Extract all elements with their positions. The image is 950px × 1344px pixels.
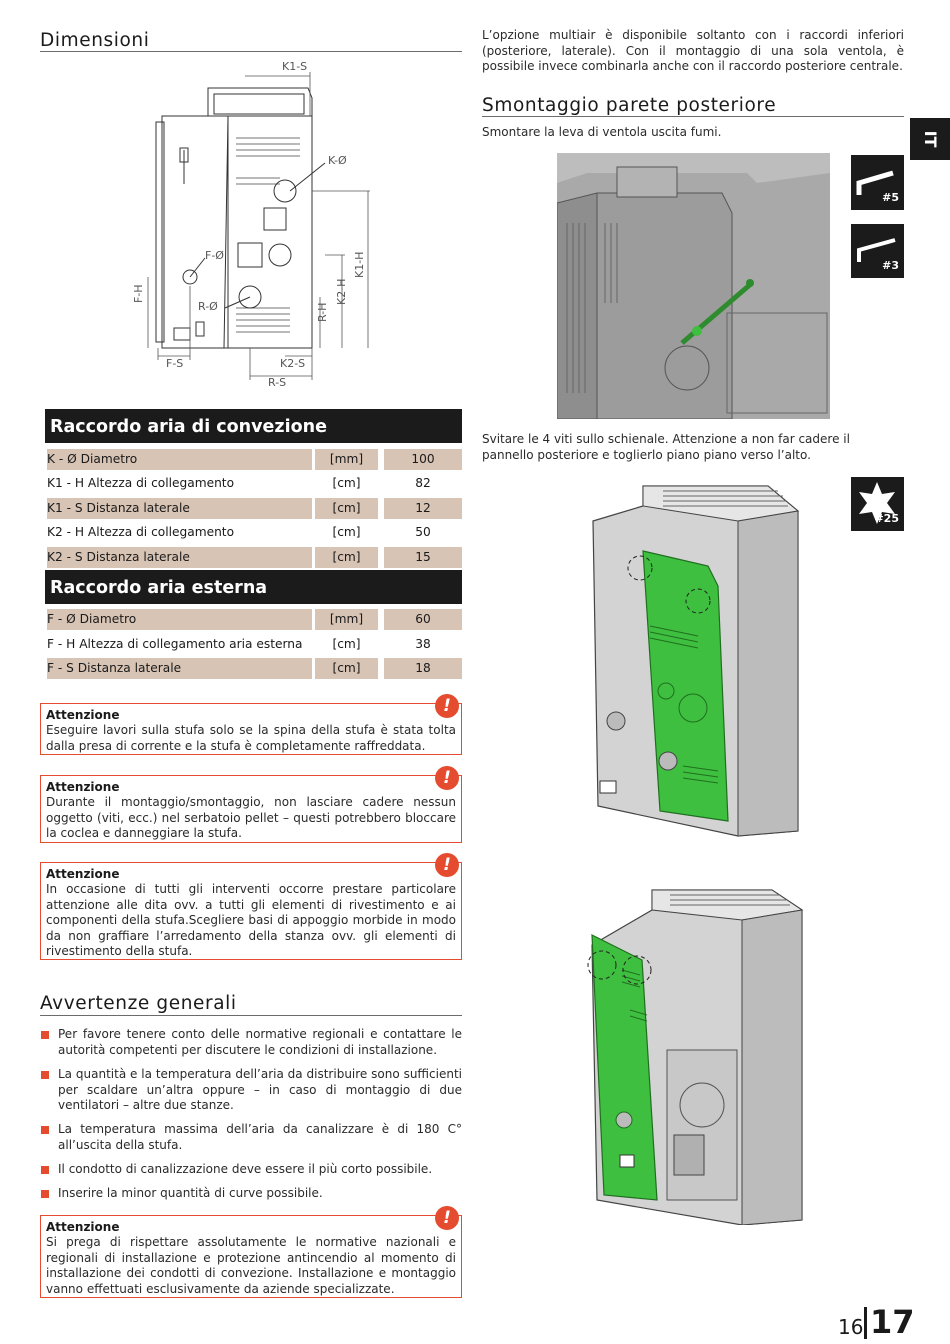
tool-hex-key-3 [851, 224, 904, 278]
warning-title: Attenzione [46, 1220, 120, 1234]
row-label: K1 - S Distanza laterale [47, 498, 312, 519]
bullet-icon [41, 1166, 49, 1174]
label-r-diameter: R-Ø [198, 300, 218, 313]
row-unit: [mm] [315, 609, 378, 630]
tool-torx-25 [851, 477, 904, 531]
row-value: 18 [384, 658, 462, 679]
dimension-drawing [120, 58, 380, 398]
step2-illustration [588, 476, 803, 841]
title-rule [482, 116, 904, 117]
row-unit: [cm] [315, 498, 378, 519]
bullet-icon [41, 1190, 49, 1198]
label-f-s: F-S [166, 357, 184, 370]
table-row [45, 498, 462, 519]
row-label: K - Ø Diametro [47, 449, 312, 470]
table-row [45, 449, 462, 470]
warning-text: Eseguire lavori sulla stufa solo se la spina della stufa è stata tolta dalla presa di corrente e la stufa è completamente raffreddata. [46, 723, 456, 753]
warning-icon: ! [435, 766, 459, 790]
table-row [45, 473, 462, 494]
row-value: 100 [384, 449, 462, 470]
list-item [41, 1186, 462, 1202]
table-row [45, 547, 462, 568]
step3-illustration [582, 880, 807, 1225]
bullet-icon [41, 1071, 49, 1079]
row-label: F - H Altezza di collegamento aria esterna [47, 637, 303, 651]
intro-text: L’opzione multiair è disponibile soltanto con i raccordi inferiori (posteriore, laterale). Con il montaggio di una sola ventola, è possibile invece combinarla anche con il raccordo posteriore centrale. [482, 28, 904, 73]
tool-label: #3 [882, 259, 899, 272]
language-tab [910, 118, 950, 160]
row-unit: [cm] [332, 476, 361, 490]
section-title: Smontaggio parete posteriore [482, 95, 777, 116]
language-tab-label: IT [921, 130, 940, 148]
dimensions-title: Dimensioni [40, 30, 150, 51]
row-label: F - Ø Diametro [47, 609, 312, 630]
row-value: 12 [384, 498, 462, 519]
warning-icon: ! [435, 694, 459, 718]
label-k1-h: K1-H [353, 251, 366, 278]
warning-title: Attenzione [46, 867, 120, 881]
warning-icon: ! [435, 853, 459, 877]
row-value: 50 [415, 525, 431, 539]
warning-box [40, 855, 462, 960]
warning-text: Si prega di rispettare assolutamente le normative nazionali e regionali di installazione e protezione antincendio al momento di installazione dei condotti di convezione. Installazione e montaggio vanno effettuati esclusivamente da aziende specializzate. [46, 1235, 456, 1296]
row-unit: [cm] [315, 658, 378, 679]
warning-text: In occasione di tutti gli interventi occorre prestare particolare attenzione alle dita ovv. a tutti gli elementi di rivestimento e ai componenti della stufa.Scegliere basi di appoggio morbide in modo da non graffiare l’arredamento della stanza ovv. gli elementi di rivestimento della stufa. [46, 882, 456, 958]
list-item-text: La temperatura massima dell’aria da canalizzare è di 180 C° all’uscita della stufa. [58, 1122, 462, 1152]
general-title: Avvertenze generali [40, 993, 237, 1014]
bullet-icon [41, 1031, 49, 1039]
step2-text: Svitare le 4 viti sullo schienale. Attenzione a non far cadere il pannello posteriore e toglierlo piano piano verso l’alto. [482, 432, 850, 462]
list-item [41, 1122, 462, 1153]
list-item [41, 1027, 462, 1058]
warning-title: Attenzione [46, 780, 120, 794]
row-unit: [cm] [315, 547, 378, 568]
row-value: 60 [384, 609, 462, 630]
label-k1-s: K1-S [282, 60, 308, 73]
table-row [45, 634, 462, 655]
tool-label: #25 [874, 512, 899, 525]
label-k-diameter: K-Ø [328, 154, 347, 167]
warning-box [40, 696, 462, 755]
list-item-text: Inserire la minor quantità di curve possibile. [58, 1186, 323, 1200]
row-value: 15 [384, 547, 462, 568]
row-label: K2 - H Altezza di collegamento [47, 525, 235, 539]
page-number-divider [864, 1307, 867, 1339]
row-label: K1 - H Altezza di collegamento [47, 476, 235, 490]
bullet-icon [41, 1126, 49, 1134]
warning-box [40, 768, 462, 843]
title-rule [40, 51, 462, 52]
label-r-s: R-S [268, 376, 287, 389]
page-number-right: 17 [870, 1303, 915, 1341]
warning-box [40, 1208, 462, 1298]
warning-icon: ! [435, 1206, 459, 1230]
title-rule [40, 1015, 462, 1016]
list-item [41, 1162, 462, 1178]
label-k2-s: K2-S [280, 357, 306, 370]
row-value: 82 [415, 476, 431, 490]
warning-title: Attenzione [46, 708, 120, 722]
row-value: 38 [415, 637, 431, 651]
label-f-h: F-H [132, 284, 145, 303]
list-item-text: Il condotto di canalizzazione deve essere il più corto possibile. [58, 1162, 433, 1176]
row-label: F - S Distanza laterale [47, 658, 312, 679]
external-air-table-title: Raccordo aria esterna [45, 570, 462, 604]
row-unit: [cm] [332, 525, 361, 539]
list-item [41, 1067, 462, 1114]
row-unit: [cm] [332, 637, 361, 651]
label-f-diameter: F-Ø [205, 249, 224, 262]
list-item-text: Per favore tenere conto delle normative regionali e contattare le autorità competenti per discutere le condizioni di installazione. [58, 1027, 462, 1057]
tool-label: #5 [882, 191, 899, 204]
label-r-h: R-H [316, 302, 329, 322]
step1-text: Smontare la leva di ventola uscita fumi. [482, 125, 722, 139]
row-unit: [mm] [315, 449, 378, 470]
page-number-left: 16 [838, 1315, 864, 1339]
warning-text: Durante il montaggio/smontaggio, non lasciare cadere nessun oggetto (viti, ecc.) nel serbatoio pellet – questi potrebbero bloccare la coclea e danneggiare la stufa. [46, 795, 456, 840]
table-row [45, 522, 462, 543]
step1-illustration [557, 153, 830, 419]
convection-table-title: Raccordo aria di convezione [45, 409, 462, 443]
table-row [45, 609, 462, 630]
list-item-text: La quantità e la temperatura dell’aria da distribuire sono sufficienti per scaldare un’altra oppure – in caso di montaggio di due ventilatori – altre due stanze. [58, 1067, 462, 1112]
tool-hex-key-5 [851, 155, 904, 210]
label-k2-h: K2-H [335, 278, 348, 305]
table-row [45, 658, 462, 679]
row-label: K2 - S Distanza laterale [47, 547, 312, 568]
